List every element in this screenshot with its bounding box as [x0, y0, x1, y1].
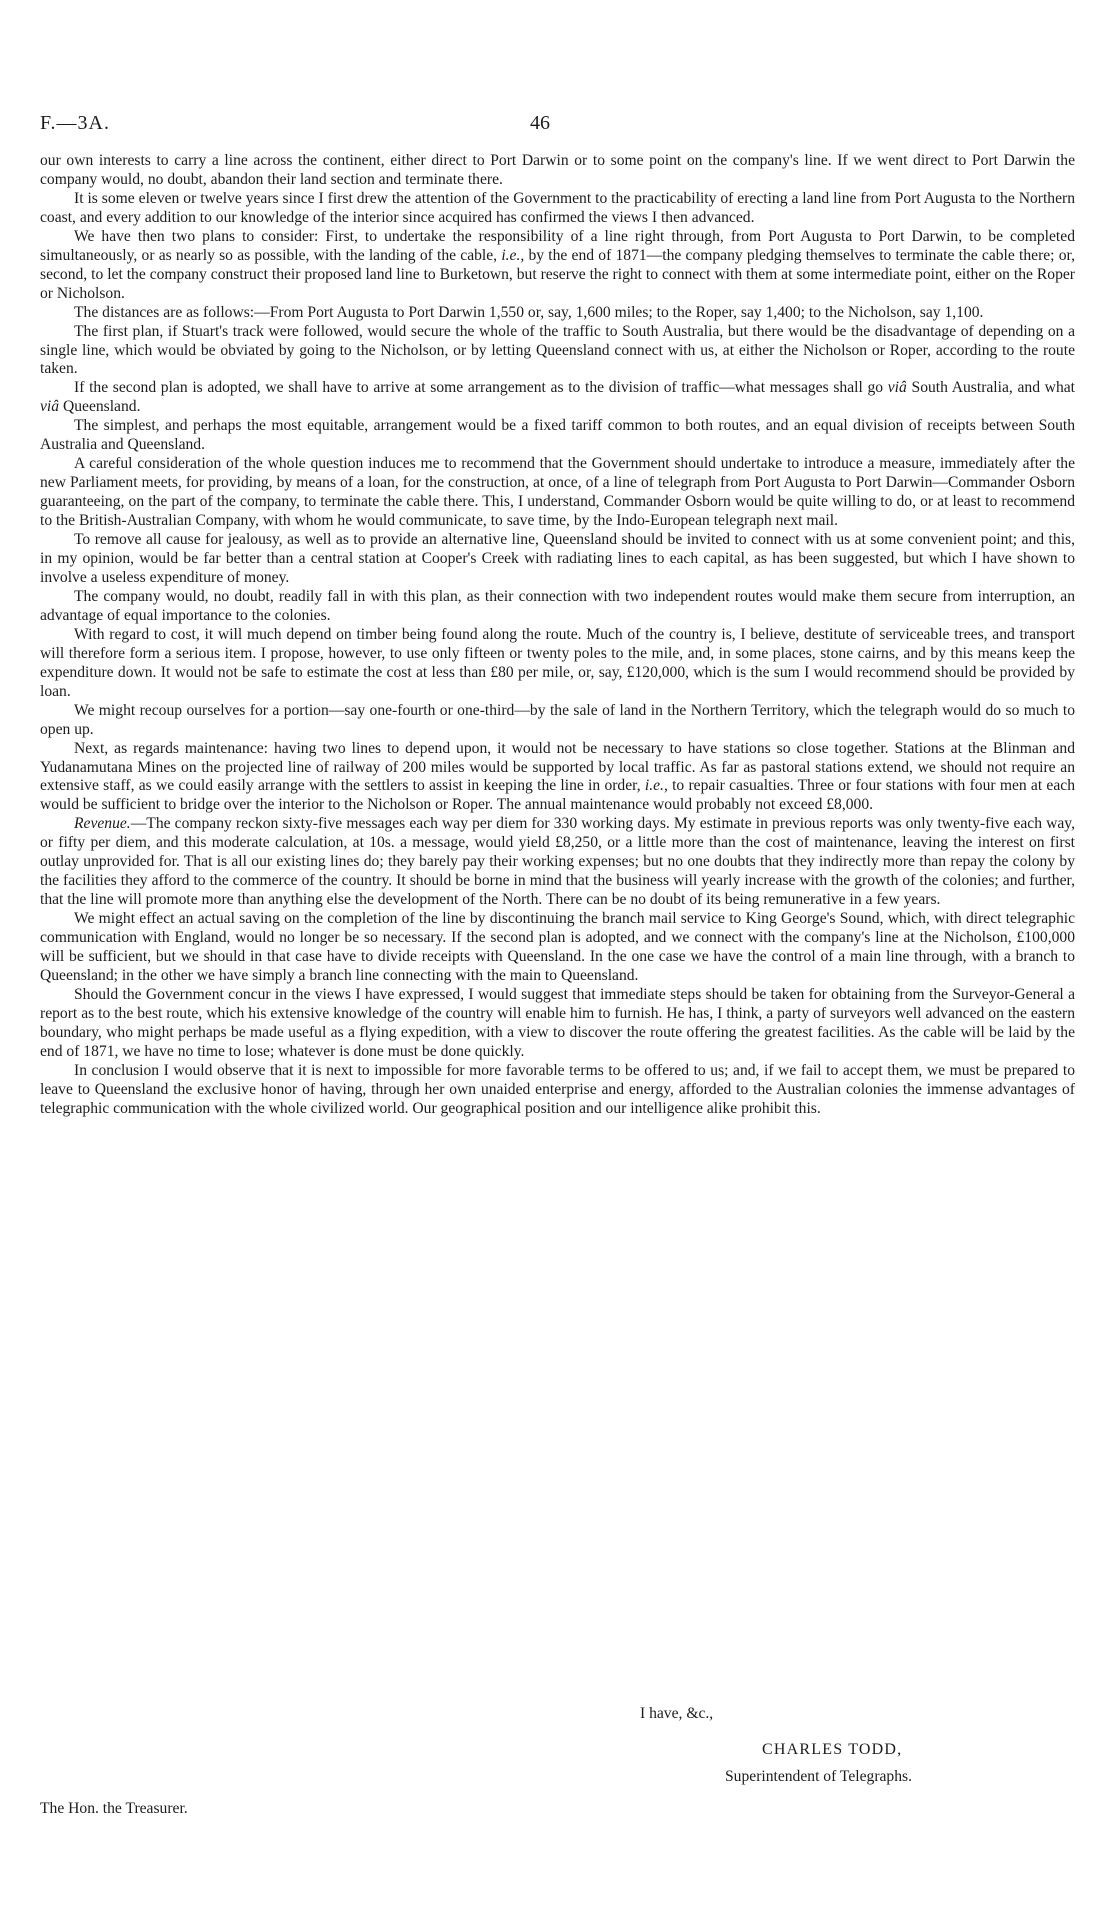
text-segment: Should the Government concur in the views I have expressed, I would suggest that immediate steps should be taken for obtaining from the Surveyor-General a report as to the best route, which his extensive knowledge of the country will enable him to furnish. He has, I think, a party of surveyors well advanced on the eastern boundary, who might perhaps be made useful as a flying expedition, with a view to discover the route offering the greatest facilities. As the cable will be laid by the end of 1871, we have no time to lose; whatever is done must be done quickly.: [40, 985, 1075, 1060]
italic-text: viâ: [887, 379, 907, 397]
paragraph: [40, 228, 1075, 304]
text-segment: With regard to cost, it will much depend on timber being found along the route. Much of the country is, I believe, destitute of serviceable trees, and transport will therefore form a serious item. I propose, however, to use only fifteen or twenty poles to the mile, and, in some places, stone cairns, and by this means keep the expenditure down. It would not be safe to estimate the cost at less than £80 per mile, or, say, £120,000, which is the sum I would recommend should be provided by loan.: [40, 625, 1075, 700]
text-segment: We might effect an actual saving on the completion of the line by discontinuing the branch mail service to King George's Sound, which, with direct telegraphic communication with England, would no longer be so necessary. If the second plan is adopted, and we connect with the company's line at the Nicholson, £100,000 will be sufficient, but we should in that case have to divide receipts with Queensland. In the one case we have the control of a main line through, with a branch to Queensland; in the other we have simply a branch line connecting with the main to Queensland.: [40, 910, 1075, 984]
text-segment: to repair casualties. Three or four stations with four men at each would be sufficient to bridge over the interior to the Nicholson or Roper. The annual maintenance would probably not exceed £8,000.: [40, 777, 1075, 814]
text-segment: A careful consideration of the whole question induces me to recommend that the Government should undertake to introduce a measure, immediately after the new Parliament meets, for providing, by means of a loan, for the construction, at once, of a line of telegraph from Port Augusta to Port Darwin—Commander Osborn guaranteeing, on the part of the company, to terminate the cable there. This, I understand, Commander Osborn would be quite willing to do, or at least to recommend to the British-Australian Company, with whom he would communicate, to save time, by the Indo-European telegraph next mail.: [40, 455, 1075, 530]
signer-title: Superintendent of Telegraphs.: [725, 1768, 912, 1785]
paragraph: [40, 304, 1075, 323]
page-number: 46: [530, 112, 550, 134]
paragraph: [40, 417, 1075, 455]
italic-text: viâ: [40, 398, 60, 416]
paragraph: [40, 815, 1075, 910]
text-segment: We might recoup ourselves for a portion—say one-fourth or one-third—by the sale of land in the Northern Territory, which the telegraph would do so much to open up.: [40, 701, 1075, 738]
text-segment: We have then two plans to consider: First, to undertake the responsibility of a line right through, from Port Augusta to Port Darwin, to be completed simultaneously, or as nearly so as possible, with the landing of the cable,: [40, 227, 1075, 264]
closing-salutation: I have, &c.,: [640, 1705, 714, 1722]
paragraph: [40, 455, 1075, 531]
text-segment: South Australia, and what: [906, 379, 1075, 397]
paragraph: [40, 986, 1075, 1062]
paragraph: [40, 626, 1075, 702]
text-segment: The first plan, if Stuart's track were followed, would secure the whole of the traffic to South Australia, but there would be the disadvantage of depending on a single line, which would be obviated by going to the Nicholson, or by letting Queensland connect with us, at either the Nicholson or Roper, according to the route taken.: [40, 322, 1075, 378]
letter-body: [40, 152, 1075, 1119]
text-segment: The company would, no doubt, readily fall in with this plan, as their connection with two independent routes would make them secure from interruption, an advantage of equal importance to the colonies.: [40, 587, 1075, 624]
signer-name: CHARLES TODD,: [762, 1741, 903, 1758]
text-segment: Queensland.: [59, 398, 141, 416]
italic-text: i.e.,: [644, 777, 668, 795]
paragraph: [40, 910, 1075, 986]
document-reference: F.—3A.: [40, 112, 110, 134]
italic-text: Revenue.: [74, 815, 131, 833]
text-segment: In conclusion I would observe that it is next to impossible for more favorable terms to be offered to us; and, if we fail to accept them, we must be prepared to leave to Queensland the exclusive honor of having, through her own unaided enterprise and energy, afforded to the Australian colonies the immense advantages of telegraphic communication with the whole civilized world. Our geographical position and our intelligence alike prohibit this.: [40, 1061, 1075, 1117]
paragraph: [40, 323, 1075, 380]
paragraph: [40, 702, 1075, 740]
text-segment: It is some eleven or twelve years since I first drew the attention of the Government to the practicability of erecting a land line from Port Augusta to the Northern coast, and every addition to our knowledge of the interior since acquired has confirmed the views I then advanced.: [40, 189, 1075, 226]
text-segment: To remove all cause for jealousy, as well as to provide an alternative line, Queensland should be invited to connect with us at some convenient point; and this, in my opinion, would be far better than a central station at Cooper's Creek with radiating lines to each capital, as has been suggested, but which I have shown to involve a useless expenditure of money.: [40, 531, 1075, 586]
text-segment: The simplest, and perhaps the most equitable, arrangement would be a fixed tariff common to both routes, and an equal division of receipts between South Australia and Queensland.: [40, 417, 1075, 454]
text-segment: our own interests to carry a line across the continent, either direct to Port Darwin or to some point on the company's line. If we went direct to Port Darwin the company would, no doubt, abandon their land section and terminate there.: [40, 152, 1075, 188]
paragraph: [40, 379, 1075, 417]
text-segment: —The company reckon sixty-five messages each way per diem for 330 working days. My estimate in previous reports was only twenty-five each way, or fifty per diem, and this moderate calculation, at 10s. a message, would yield £8,250, or a little more than the cost of maintenance, leaving the interest on first outlay unprovided for. That is all our existing lines do; they barely pay their working expenses; but no one doubts that they indirectly more than repay the colony by the facilities they afford to the commerce of the country. It should be borne in mind that the business will yearly increase with the growth of the colonies; and further, that the line will promote more than anything else the development of the North. There can be no doubt of its being remunerative in a few years.: [40, 815, 1075, 909]
text-segment: by the end of 1871—the company pledging themselves to terminate the cable there; or, second, to let the company construct their proposed land line to Burketown, but reserve the right to connect with them at some intermediate point, either on the Roper or Nicholson.: [40, 246, 1075, 302]
text-segment: If the second plan is adopted, we shall have to arrive at some arrangement as to the division of traffic—what messages shall go: [74, 379, 888, 397]
paragraph: [40, 190, 1075, 228]
text-segment: The distances are as follows:—From Port Augusta to Port Darwin 1,550 or, say, 1,600 miles; to the Roper, say 1,400; to the Nicholson, say 1,100.: [74, 303, 984, 321]
text-segment: Next, as regards maintenance: having two lines to depend upon, it would not be necessary to have stations so close together. Stations at the Blinman and Yudanamutana Mines on the projected line of railway of 200 miles would be supported by local traffic. As far as pastoral stations extend, we should not require an extensive staff, as we could easily arrange with the settlers to assist in keeping the line in order,: [40, 739, 1075, 795]
paragraph: [40, 740, 1075, 816]
addressee: The Hon. the Treasurer.: [40, 1800, 188, 1817]
paragraph: [40, 531, 1075, 588]
page-header: [40, 112, 1074, 136]
paragraph: [40, 1062, 1075, 1119]
paragraph: [40, 152, 1075, 190]
paragraph: [40, 588, 1075, 626]
italic-text: i.e.,: [501, 246, 525, 264]
